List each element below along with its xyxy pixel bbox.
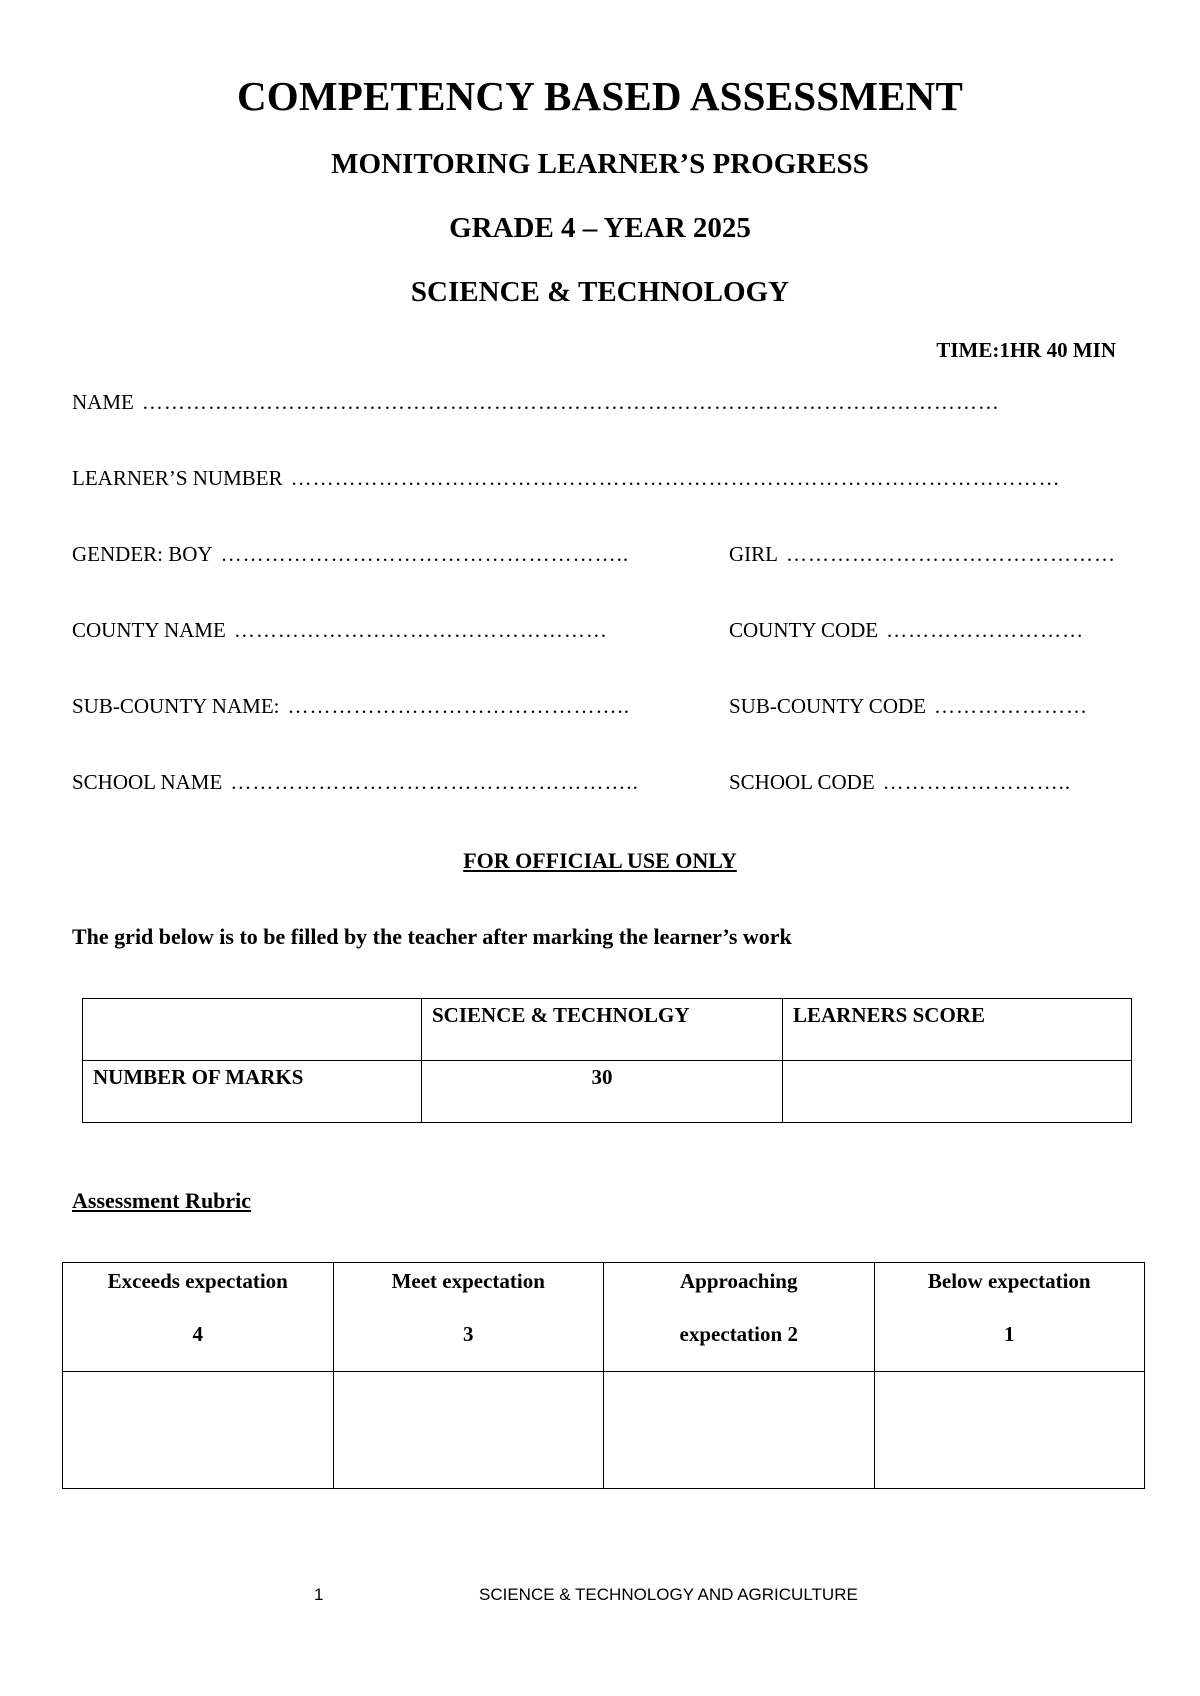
rubric-col-approaching	[604, 1263, 875, 1372]
marks-table	[82, 998, 1132, 1123]
rubric-col-score: expectation 2	[679, 1322, 798, 1346]
document-subtitle: MONITORING LEARNER’S PROGRESS	[331, 148, 869, 180]
school-name-label: SCHOOL NAME	[72, 770, 223, 794]
county-name-field[interactable]	[72, 618, 642, 643]
school-name-field[interactable]	[72, 770, 642, 795]
exam-time: TIME:1HR 40 MIN	[936, 338, 1116, 362]
learner-score-cell[interactable]	[783, 1061, 1132, 1123]
rubric-col-name: Meet expectation	[391, 1269, 545, 1293]
grade-year: GRADE 4 – YEAR 2025	[449, 212, 751, 244]
subject-title: SCIENCE & TECHNOLOGY	[410, 276, 790, 308]
rubric-col-below	[874, 1263, 1145, 1372]
rubric-entry-cell[interactable]	[604, 1372, 875, 1489]
footer-text: SCIENCE & TECHNOLOGY AND AGRICULTURE	[479, 1585, 858, 1604]
marks-table-header-row	[83, 999, 1132, 1061]
marks-header-subject: SCIENCE & TECHNOLGY	[422, 999, 783, 1061]
subcounty-code-dots: …………………	[933, 694, 1088, 718]
rubric-col-name: Below expectation	[927, 1269, 1091, 1293]
rubric-entry-row	[63, 1372, 1145, 1489]
name-label: NAME	[72, 390, 134, 414]
gender-girl-dots: ………………………………………	[786, 542, 1116, 566]
page-number: 1	[314, 1585, 324, 1604]
marks-table-row	[83, 1061, 1132, 1123]
gender-boy-field[interactable]	[72, 542, 642, 567]
subcounty-code-field[interactable]	[729, 694, 1134, 719]
rubric-entry-cell[interactable]	[333, 1372, 604, 1489]
subcounty-code-label: SUB-COUNTY CODE	[729, 694, 926, 718]
rubric-table	[62, 1262, 1145, 1489]
learner-number-field[interactable]	[72, 466, 1132, 491]
school-code-dots: ……………………..	[882, 770, 1072, 794]
rubric-title: Assessment Rubric	[72, 1188, 252, 1213]
marks-header-score: LEARNERS SCORE	[783, 999, 1132, 1061]
county-name-label: COUNTY NAME	[72, 618, 226, 642]
subcounty-name-dots: ………………………………………..	[287, 694, 630, 718]
gender-girl-field[interactable]	[729, 542, 1134, 567]
rubric-col-score: 4	[192, 1322, 203, 1346]
rubric-header-row	[63, 1263, 1145, 1372]
county-code-field[interactable]	[729, 618, 1134, 643]
rubric-entry-cell[interactable]	[874, 1372, 1145, 1489]
official-use-heading: FOR OFFICIAL USE ONLY	[463, 848, 737, 873]
subcounty-name-label: SUB-COUNTY NAME:	[72, 694, 280, 718]
gender-boy-label: GENDER: BOY	[72, 542, 213, 566]
rubric-col-score: 3	[463, 1322, 474, 1346]
rubric-col-name: Exceeds expectation	[107, 1269, 288, 1293]
name-field[interactable]	[72, 390, 1132, 415]
learner-number-label: LEARNER’S NUMBER	[72, 466, 283, 490]
document-title: COMPETENCY BASED ASSESSMENT	[236, 73, 964, 119]
county-code-dots: ………………………	[886, 618, 1085, 642]
marks-header-blank	[83, 999, 422, 1061]
rubric-col-exceeds	[63, 1263, 334, 1372]
name-dots: ………………………………………………………………………………………………………	[141, 390, 1000, 414]
subcounty-name-field[interactable]	[72, 694, 642, 719]
school-code-field[interactable]	[729, 770, 1134, 795]
rubric-entry-cell[interactable]	[63, 1372, 334, 1489]
gender-boy-dots: ………………………………………………..	[220, 542, 630, 566]
county-code-label: COUNTY CODE	[729, 618, 879, 642]
school-name-dots: ………………………………………………..	[230, 770, 639, 794]
rubric-col-name: Approaching	[680, 1269, 798, 1293]
learner-number-dots: ……………………………………………………………………………………………	[290, 466, 1061, 490]
rubric-col-score: 1	[1004, 1322, 1015, 1346]
rubric-col-meet	[333, 1263, 604, 1372]
county-name-dots: ……………………………………………	[233, 618, 608, 642]
marks-row-label: NUMBER OF MARKS	[83, 1061, 422, 1123]
school-code-label: SCHOOL CODE	[729, 770, 875, 794]
marks-row-total: 30	[422, 1061, 783, 1123]
gender-girl-label: GIRL	[729, 542, 778, 566]
grid-instruction: The grid below is to be filled by the teacher after marking the learner’s work	[72, 924, 792, 949]
